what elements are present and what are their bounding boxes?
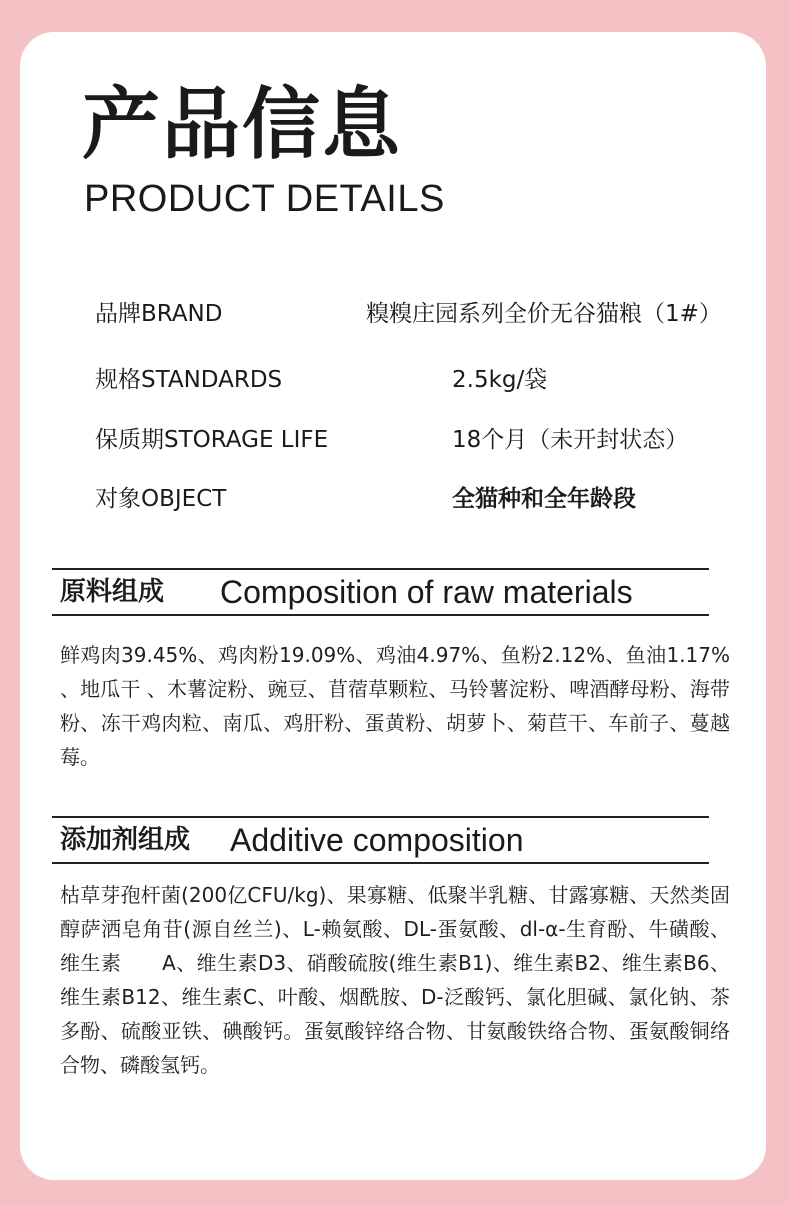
page-subtitle: PRODUCT DETAILS xyxy=(84,178,445,220)
info-row-object xyxy=(0,479,790,519)
brand-label: 品牌BRAND xyxy=(95,301,223,327)
object-label: 对象OBJECT xyxy=(95,486,227,512)
raw-materials-title-cn: 原料组成 xyxy=(60,577,165,607)
storage-life-value: 18个月（未开封状态） xyxy=(452,427,689,453)
raw-materials-text: 鲜鸡肉39.45%、鸡肉粉19.09%、鸡油4.97%、鱼粉2.12%、鱼油1.17% 、地瓜干 、木薯淀粉、豌豆、苜蓿草颗粒、马铃薯淀粉、啤酒酵母粉、海带粉、冻干鸡肉粒、南瓜、鸡肝粉、蛋黄粉、胡萝卜、菊苣干、车前子、蔓越莓。 xyxy=(60,643,730,769)
additives-title-en: Additive composition xyxy=(230,822,524,858)
info-row-brand xyxy=(0,294,790,334)
additives-title-cn: 添加剂组成 xyxy=(60,825,191,855)
brand-value: 糗糗庄园系列全价无谷猫粮（1#） xyxy=(366,301,722,327)
info-row-standards xyxy=(0,360,790,400)
additives-heading xyxy=(52,816,709,864)
page-title: 产品信息 xyxy=(82,80,403,170)
additives-text: 枯草芽孢杆菌(200亿CFU/kg)、果寡糖、低聚半乳糖、甘露寡糖、天然类固醇萨洒皂角苷(源自丝兰)、L-赖氨酸、DL-蛋氨酸、dl-α-生育酚、牛磺酸、维生素 A、维生素D3、硝酸硫胺(维生素B1)、维生素B2、维生素B6、维生素B12、维生素C、叶酸、烟酰胺、D-泛酸钙、氯化胆碱、氯化钠、茶多酚、硫酸亚铁、碘酸钙。蛋氨酸锌络合物、甘氨酸铁络合物、蛋氨酸铜络合物、磷酸氢钙。 xyxy=(60,883,730,1077)
standards-value: 2.5kg/袋 xyxy=(452,367,548,393)
info-row-storage-life xyxy=(0,420,790,460)
object-value: 全猫种和全年龄段 xyxy=(452,486,636,512)
standards-label: 规格STANDARDS xyxy=(95,367,283,393)
raw-materials-title-en: Composition of raw materials xyxy=(220,574,633,610)
storage-life-label: 保质期STORAGE LIFE xyxy=(95,427,329,453)
raw-materials-heading xyxy=(52,568,709,616)
